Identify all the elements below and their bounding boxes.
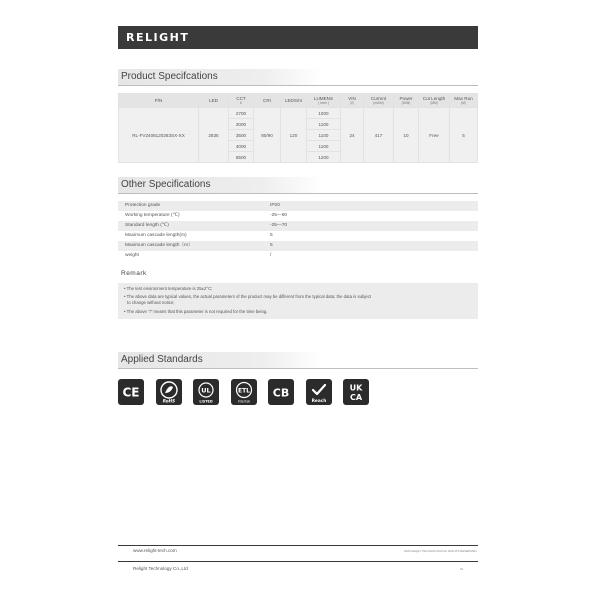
col-header: VIN (V) <box>341 94 364 108</box>
spec-row <box>118 241 478 251</box>
cert-label: LISTED <box>199 399 213 404</box>
page-number: 01 <box>460 567 464 571</box>
remark-note: • The test environment temperature is 25±2°C; <box>124 286 213 291</box>
led-cell: 2835 <box>199 108 229 163</box>
max-run-cell: 5 <box>450 108 478 163</box>
table-header-row <box>119 94 478 108</box>
svg-text:UK: UK <box>349 383 363 393</box>
product-specs-heading: Product Specifcations <box>118 69 323 85</box>
cert-label: CB <box>272 386 290 400</box>
brand-logo: RELIGHT <box>126 31 190 44</box>
spec-value: -25—70 <box>270 223 288 228</box>
part-number-cell: RL-FV2408120283SX-XX <box>119 108 199 163</box>
section-divider <box>118 85 478 86</box>
header-bar <box>118 26 478 49</box>
cert-label: Intertek <box>237 399 251 404</box>
reach-icon <box>306 379 332 405</box>
spec-label: weight <box>125 253 139 258</box>
vin-cell: 24 <box>341 108 364 163</box>
remark-heading: Remark <box>121 270 147 277</box>
cct-cell: 3000 <box>229 119 254 130</box>
spec-row <box>118 251 478 261</box>
ukca-icon <box>343 379 369 405</box>
leds-per-m-cell: 120 <box>281 108 307 163</box>
col-header: CRI <box>254 94 281 108</box>
section-divider <box>118 368 478 369</box>
remark-box <box>118 283 478 319</box>
footer-divider <box>118 561 478 562</box>
svg-text:CA: CA <box>349 393 363 402</box>
remark-note: to change without notice; <box>127 300 175 305</box>
col-header: LUMENS ( lm/m ) <box>307 94 341 108</box>
footer-copyright: 2024 Relight TECHNOLOGICAL RIGHTS RESERVED <box>404 549 477 553</box>
spec-row <box>118 211 478 221</box>
spec-value: IP20 <box>270 203 280 208</box>
col-header: LEDS/m <box>281 94 307 108</box>
spec-value: 5 <box>270 233 273 238</box>
cert-label: RoHS <box>162 398 176 404</box>
lumens-cell: 1100 <box>307 130 341 141</box>
power-cell: 10 <box>394 108 419 163</box>
lumens-cell: 1000 <box>307 108 341 119</box>
footer-divider <box>118 545 478 546</box>
spec-row <box>118 201 478 211</box>
spec-label: Working temperature (℃) <box>125 213 180 218</box>
ce-icon <box>118 379 144 405</box>
cct-cell: 2700 <box>229 108 254 119</box>
lumens-cell: 1100 <box>307 141 341 152</box>
cb-icon <box>268 379 294 405</box>
remark-note: • The above "/" means that this parameter is not required for the time being. <box>124 309 268 314</box>
applied-standards-heading: Applied Standards <box>118 352 323 368</box>
product-specs-table <box>118 93 478 163</box>
spec-label: Maximum cascade length（m） <box>125 243 193 248</box>
svg-text:ETL: ETL <box>237 387 251 395</box>
svg-text:UL: UL <box>201 386 211 395</box>
col-header: P/N <box>119 94 199 108</box>
cert-label: CE <box>122 385 140 400</box>
other-specs-heading: Other Specifications <box>118 177 323 193</box>
col-header: Cut Length (MM) <box>419 94 450 108</box>
spec-label: Protection grade <box>125 203 161 208</box>
lumens-cell: 1100 <box>307 119 341 130</box>
cert-label: Reach <box>311 399 327 404</box>
cut-length-cell: Free <box>419 108 450 163</box>
table-row <box>119 108 478 119</box>
footer-url: www.relight-tech.com <box>133 548 177 553</box>
remark-note: • The above data are typical values, the actual parameters of the product may be different from the typical data; the data is subject <box>124 294 372 299</box>
spec-row <box>118 231 478 241</box>
cct-cell: 6500 <box>229 152 254 163</box>
spec-value: 5 <box>270 243 273 248</box>
spec-label: Maximum cascade length(m) <box>125 233 187 238</box>
col-header: Max Run (M) <box>450 94 478 108</box>
spec-row <box>118 221 478 231</box>
ul-icon <box>193 379 219 405</box>
cct-cell: 4000 <box>229 141 254 152</box>
footer-company: Relight Technology Co.,Ltd <box>133 566 188 571</box>
section-divider <box>118 193 478 194</box>
spec-label: Standard length (℃) <box>125 223 169 228</box>
spec-value: / <box>270 253 272 258</box>
spec-value: -25—60 <box>270 213 288 218</box>
current-cell: 417 <box>364 108 394 163</box>
lumens-cell: 1200 <box>307 152 341 163</box>
col-header: Current (mA/M) <box>364 94 394 108</box>
etl-icon <box>231 379 257 405</box>
cct-cell: 3500 <box>229 130 254 141</box>
col-header: LED <box>199 94 229 108</box>
cri-cell: 80/90 <box>254 108 281 163</box>
col-header: CCT K <box>229 94 254 108</box>
col-header: Power (W/M) <box>394 94 419 108</box>
rohs-icon <box>156 379 182 405</box>
